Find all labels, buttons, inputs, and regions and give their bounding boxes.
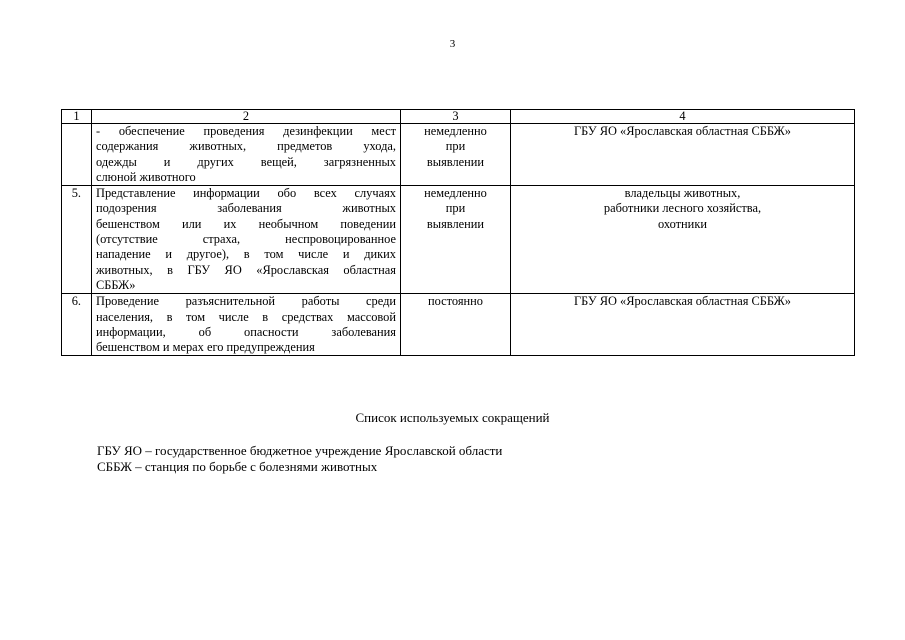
description-line: - обеспечение проведения дезинфекции мест: [96, 124, 396, 138]
abbreviations-title: Список используемых сокращений: [355, 410, 550, 425]
header-cell: 3: [401, 110, 511, 124]
responsible-line: работники лесного хозяйства,: [603, 201, 762, 216]
description-line: населения, в том числе в средствах массовой: [96, 309, 396, 324]
description-line: (отсутствие страха, неспровоцированное: [96, 232, 396, 247]
description-line: содержания животных, предметов ухода,: [96, 139, 396, 154]
measure-term: [401, 124, 511, 186]
measures-table: [61, 109, 855, 356]
header-cell: 4: [511, 110, 855, 124]
term-line: выявлении: [426, 154, 485, 169]
abbreviation-item: ГБУ ЯО – государственное бюджетное учреждение Ярославской области: [97, 443, 503, 458]
term-line: при: [445, 201, 466, 216]
responsible-line: ГБУ ЯО «Ярославская областная СББЖ»: [574, 124, 791, 138]
responsible-line: охотники: [658, 216, 707, 231]
measure-description: [92, 186, 401, 294]
term-line: постоянно: [427, 294, 483, 309]
term-line: при: [445, 139, 466, 154]
header-cell: 2: [92, 110, 401, 124]
term-line: немедленно: [424, 124, 487, 138]
description-line: нападение и другое), в том числе и диких: [96, 247, 396, 262]
description-line: одежды и других вещей, загрязненных: [96, 154, 396, 169]
measure-description: [92, 124, 401, 186]
abbreviations-list: [97, 443, 502, 475]
description-line: Представление информации обо всех случаях: [96, 186, 396, 201]
row-number: [62, 124, 92, 186]
description-line: животных, в ГБУ ЯО «Ярославская областная: [96, 262, 396, 277]
table-row: [62, 124, 855, 186]
description-line: бешенством и мерах его предупреждения: [96, 340, 315, 355]
description-line: Проведение разъяснительной работы среди: [96, 294, 396, 309]
measure-responsible: [511, 294, 855, 356]
description-line: подозрения заболевания животных: [96, 201, 396, 216]
term-line: выявлении: [426, 216, 485, 231]
description-line: бешенством или их необычном поведении: [96, 216, 396, 231]
table-header-row: [62, 110, 855, 124]
header-cell: 1: [62, 110, 92, 124]
row-number: 6.: [62, 294, 92, 356]
abbreviation-item: СББЖ – станция по борьбе с болезнями животных: [97, 459, 378, 474]
term-line: немедленно: [424, 186, 487, 201]
row-number: 5.: [62, 186, 92, 294]
measure-term: [401, 294, 511, 356]
table-row: [62, 186, 855, 294]
measure-description: [92, 294, 401, 356]
measure-responsible: [511, 124, 855, 186]
table-row: [62, 294, 855, 356]
responsible-line: ГБУ ЯО «Ярославская областная СББЖ»: [574, 294, 791, 309]
description-line: информации, об опасности заболевания: [96, 324, 396, 339]
responsible-line: владельцы животных,: [624, 186, 741, 201]
description-line: СББЖ»: [96, 277, 136, 292]
measure-responsible: [511, 186, 855, 294]
page-number: 3: [449, 38, 456, 50]
measure-term: [401, 186, 511, 294]
description-line: слюной животного: [96, 169, 196, 184]
